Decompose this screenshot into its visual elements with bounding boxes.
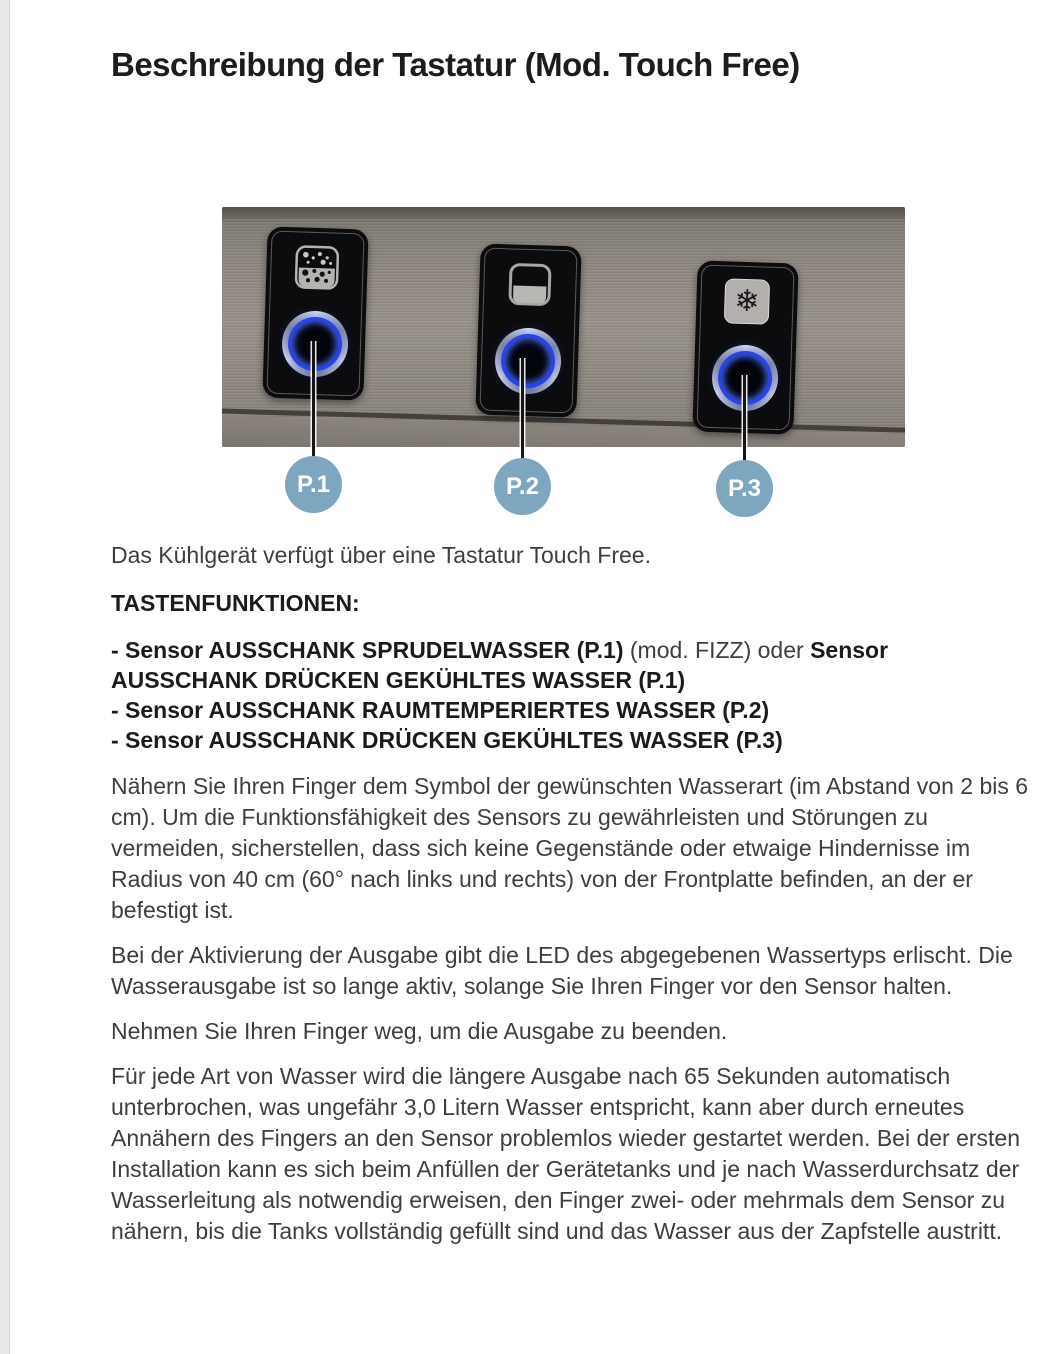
sensor-item-1-bold-b: Sensor AUSSCHANK DRÜCKEN GEKÜHLTES WASSER (P.1)	[111, 637, 889, 693]
sensor-panel-p1	[262, 226, 368, 400]
sensor-item-3: - Sensor AUSSCHANK DRÜCKEN GEKÜHLTES WASSER (P.3)	[111, 727, 783, 753]
paragraph-timeout: Für jede Art von Wasser wird die längere Ausgabe nach 65 Sekunden automatisch unterbrochen, was ungefähr 3,0 Litern Wasser entspricht, kann aber durch erneutes Annähern des Fingers an den Sensor problemlos wieder gestartet werden. Bei der ersten Installation kann es sich beim Anfüllen der Gerätetanks und je nach Wasserdurchsatz der Wasserleitung als notwendig erweisen, den Finger zwei- oder mehrmals dem Sensor zu nähern, bis die Tanks vollständig gefüllt sind und das Wasser aus der Zapfstelle austritt.	[111, 1063, 1021, 1244]
sensor-panel-p2	[475, 243, 581, 417]
sensor-function-list	[111, 635, 1033, 755]
callout-line-p1	[312, 341, 315, 457]
paragraph-stop-dispensing: Nehmen Sie Ihren Finger weg, um die Ausgabe zu beenden.	[111, 1018, 728, 1044]
body-text	[111, 540, 1033, 1261]
sensor-item-2: - Sensor AUSSCHANK RAUMTEMPERIERTES WASSER (P.2)	[111, 697, 770, 723]
sensor-item-1-regular: (mod. FIZZ) oder	[629, 637, 811, 663]
callout-label-p3: P.3	[716, 460, 773, 517]
callout-label-p2: P.2	[494, 458, 551, 515]
sensor-item-1-bold-a: - Sensor AUSSCHANK SPRUDELWASSER (P.1)	[111, 637, 630, 663]
paragraph-led-activation: Bei der Aktivierung der Ausgabe gibt die LED des abgegebenen Wassertyps erlischt. Die Wasserausgabe ist so lange aktiv, solange Sie Ihren Finger vor den Sensor halten.	[111, 942, 1013, 999]
still-water-icon	[507, 261, 553, 307]
photo-top-edge	[222, 207, 905, 219]
keypad-photo	[222, 207, 905, 447]
sensor-button-p2	[494, 327, 562, 395]
page-edge-strip	[0, 0, 10, 1354]
paragraph-sensor-distance: Nähern Sie Ihren Finger dem Symbol der gewünschten Wasserart (im Abstand von 2 bis 6 cm). Um die Funktionsfähigkeit des Sensors zu gewährleisten und Störungen zu vermeiden, sicherstellen, dass sich keine Gegenstände oder etwaige Hindernisse im Radius von 40 cm (60° nach links und rechts) von der Frontplatte befinden, an der er befestigt ist.	[111, 773, 1029, 923]
sparkling-water-icon	[294, 244, 340, 290]
callout-label-p1: P.1	[285, 456, 342, 513]
page-title: Beschreibung der Tastatur (Mod. Touch Free)	[111, 46, 800, 83]
cold-water-snowflake-icon: ❄	[724, 278, 770, 324]
functions-heading: TASTENFUNKTIONEN:	[111, 590, 360, 616]
intro-sentence: Das Kühlgerät verfügt über eine Tastatur Touch Free.	[111, 542, 651, 568]
callout-line-p2	[521, 358, 524, 459]
led-ring-blue	[504, 337, 551, 384]
callout-line-p3	[743, 375, 746, 461]
